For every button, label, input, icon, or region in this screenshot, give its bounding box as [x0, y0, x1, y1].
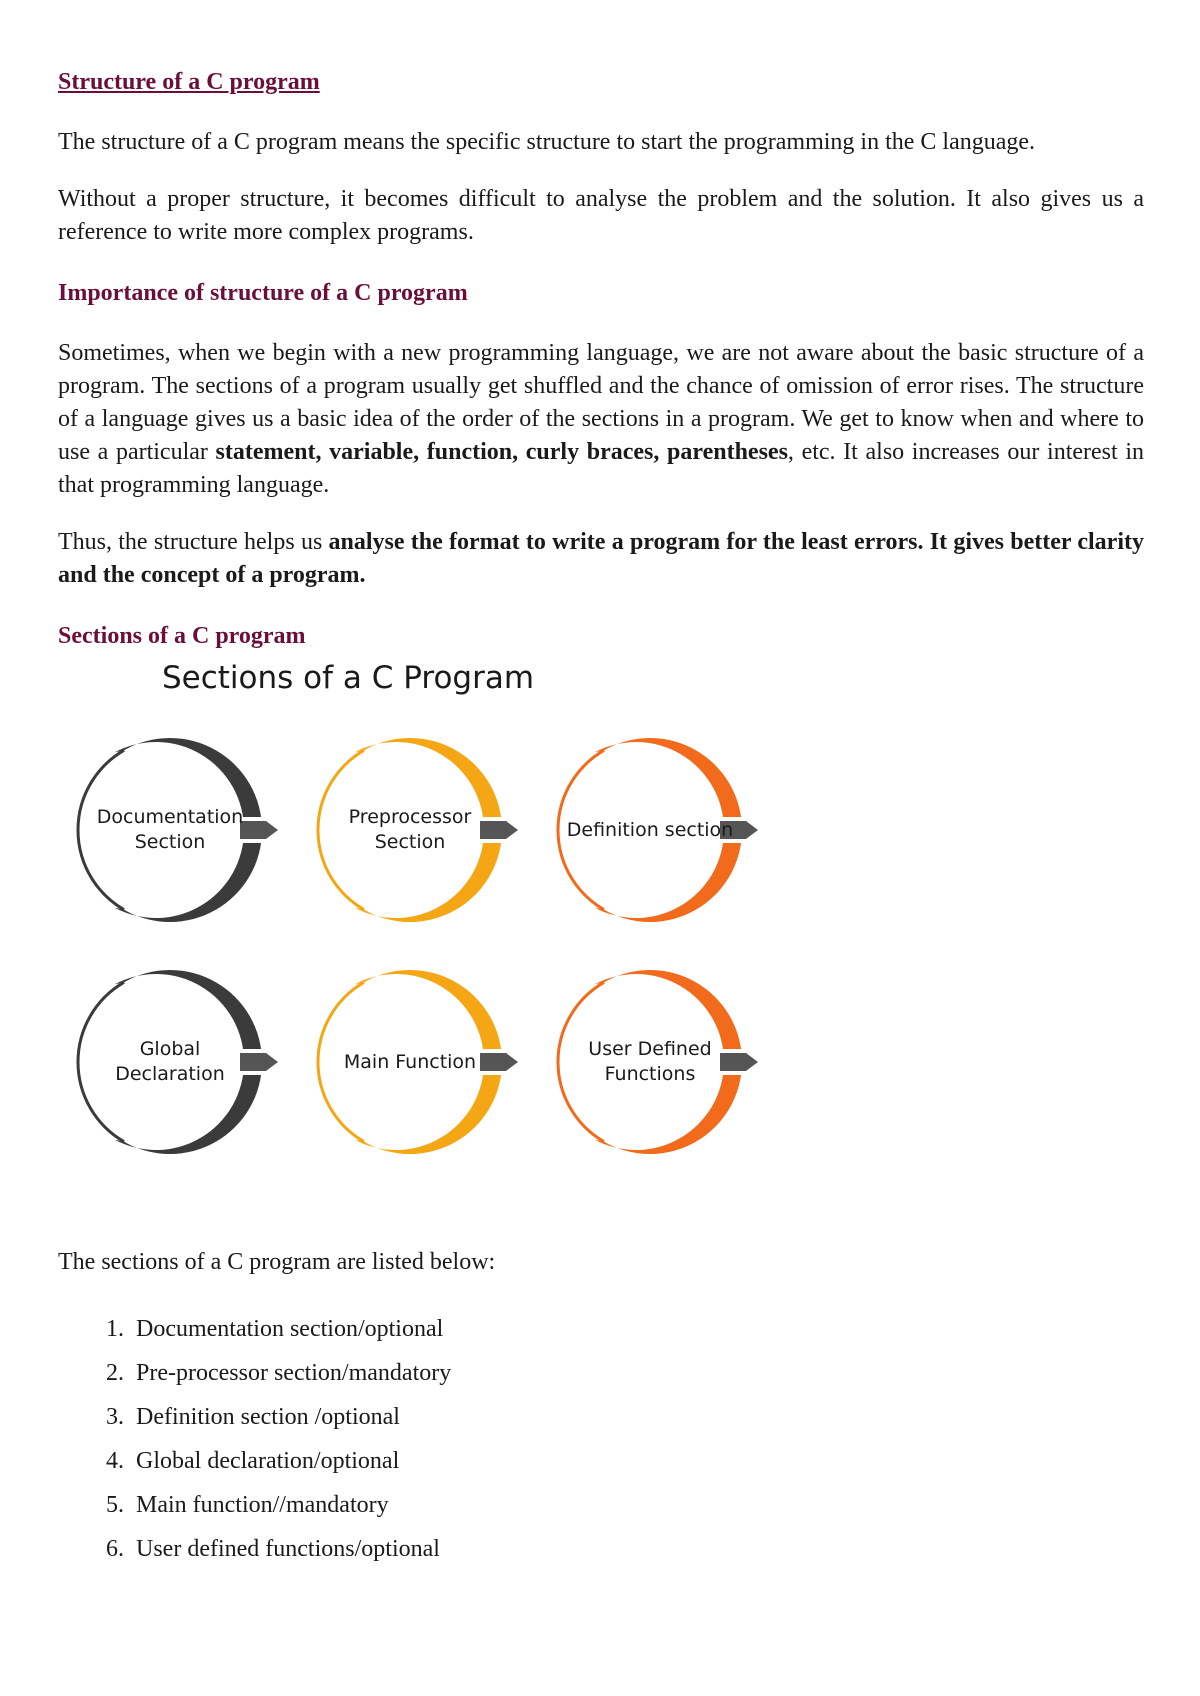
section-label-definition — [555, 818, 745, 843]
section-label-user-defined-functions — [555, 1037, 745, 1087]
list-item: 2. Pre-processor section/mandatory — [130, 1351, 1144, 1395]
list-item: 5. Main function//mandatory — [130, 1483, 1144, 1527]
list-item: 3. Definition section /optional — [130, 1395, 1144, 1439]
importance-tail: , etc. It also increases our interest in that programming language. — [58, 439, 1144, 498]
section-label-documentation — [75, 805, 265, 855]
section-label-preprocessor — [315, 805, 505, 855]
importance-paragraph-1 — [58, 337, 1144, 502]
importance-paragraph-2 — [58, 526, 1144, 592]
sections-heading: Sections of a C program — [58, 623, 306, 649]
intro-paragraph-2: Without a proper structure, it becomes difficult to analyse the problem and the solution. It also gives us a reference to write more complex programs. — [58, 186, 1144, 245]
sections-diagram — [58, 658, 818, 1238]
section-label-line: Section — [374, 831, 446, 853]
sections-diagram-graphic — [58, 658, 818, 1238]
section-label-global-declaration — [75, 1037, 265, 1087]
section-label-line: Declaration — [115, 1063, 225, 1085]
sections-list — [58, 1307, 1144, 1571]
section-label-line: Definition section — [566, 818, 734, 841]
summary-bold: analyse the format to write a program for the least errors. It gives better clarity and the concept of a program. — [58, 529, 1144, 588]
list-item: 6. User defined functions/optional — [130, 1527, 1144, 1571]
section-label-line: Documentation — [96, 806, 244, 828]
section-label-main-function — [315, 1050, 505, 1075]
document-page — [58, 58, 1144, 1571]
page-title: Structure of a C program — [58, 69, 320, 95]
section-label-line: Preprocessor — [348, 806, 472, 828]
intro-paragraph-1: The structure of a C program means the specific structure to start the programming in the C language. — [58, 129, 1036, 155]
list-intro: The sections of a C program are listed below: — [58, 1249, 496, 1275]
section-label-line: Section — [134, 831, 206, 853]
summary-text: Thus, the structure helps us — [58, 529, 329, 555]
importance-bold-terms: statement, variable, function, curly braces, parentheses — [215, 439, 788, 465]
list-item: 1. Documentation section/optional — [130, 1307, 1144, 1351]
section-label-line: Functions — [604, 1063, 696, 1085]
section-label-line: Global — [139, 1038, 201, 1060]
diagram-title: Sections of a C Program — [161, 660, 535, 696]
section-label-line: User Defined — [588, 1038, 712, 1060]
importance-heading: Importance of structure of a C program — [58, 280, 468, 306]
importance-text: Sometimes, when we begin with a new programming language, we are not aware about the basic structure of a program. The sections of a program usually get shuffled and the chance of omission of error rises. The structure of a language gives us a basic idea of the order of the sections in a program. We get to know when and where to use a particular — [58, 340, 1144, 465]
section-label-line: Main Function — [343, 1050, 477, 1073]
list-item: 4. Global declaration/optional — [130, 1439, 1144, 1483]
